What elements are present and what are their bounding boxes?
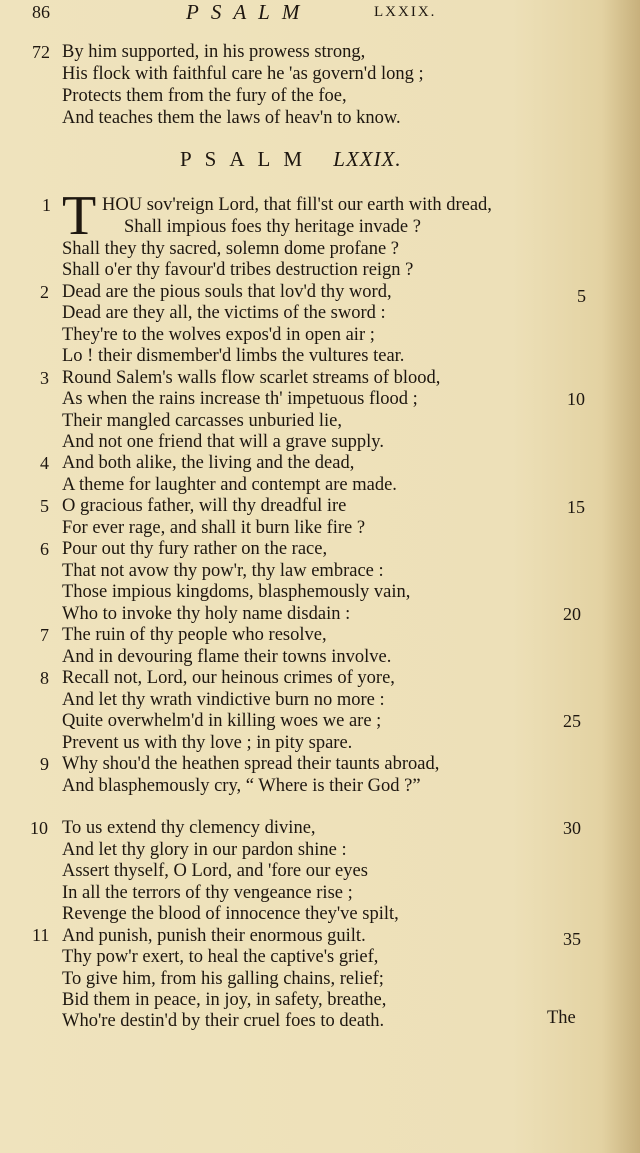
verse-line: By him supported, in his prowess strong, xyxy=(62,42,366,62)
verse-line: Bid them in peace, in joy, in safety, breathe, xyxy=(62,990,387,1010)
verse-line: Thy pow'r exert, to heal the captive's grief, xyxy=(62,947,379,967)
verse-number: 1 xyxy=(42,195,51,215)
running-numeral: LXXIX. xyxy=(374,4,437,20)
verse-line: Dead are they all, the victims of the sword : xyxy=(62,303,386,323)
verse-line: Lo ! their dismember'd limbs the vultures tear. xyxy=(62,346,405,366)
verse-line: Those impious kingdoms, blasphemously vain, xyxy=(62,582,411,602)
verse-line: Recall not, Lord, our heinous crimes of yore, xyxy=(62,668,395,688)
verse-line: Their mangled carcasses unburied lie, xyxy=(62,411,342,431)
line-number: 5 xyxy=(577,286,586,306)
verse-line: O gracious father, will thy dreadful ire xyxy=(62,496,347,516)
verse-line: As when the rains increase th' impetuous flood ; xyxy=(62,389,418,409)
verse-line: Assert thyself, O Lord, and 'fore our eyes xyxy=(62,861,368,881)
running-title: PSALM xyxy=(186,0,312,24)
verse-line: Shall impious foes thy heritage invade ? xyxy=(124,217,421,237)
verse-number: 11 xyxy=(32,925,50,945)
verse-line: Dead are the pious souls that lov'd thy word, xyxy=(62,282,392,302)
verse-line: And both alike, the living and the dead, xyxy=(62,453,355,473)
line-number: 30 xyxy=(563,818,581,838)
line-number: 25 xyxy=(563,711,581,731)
line-number: 35 xyxy=(563,929,581,949)
drop-cap: T xyxy=(62,185,97,247)
verse-line: Shall o'er thy favour'd tribes destruction reign ? xyxy=(62,260,414,280)
verse-number: 8 xyxy=(40,668,49,688)
verse-line: Why shou'd the heathen spread their taunts abroad, xyxy=(62,754,440,774)
verse-line: And blasphemously cry, “ Where is their God ?” xyxy=(62,776,421,796)
verse-number: 5 xyxy=(40,496,49,516)
verse-number: 72 xyxy=(32,42,50,62)
verse-line: Revenge the blood of innocence they've spilt, xyxy=(62,904,399,924)
verse-line: Who to invoke thy holy name disdain : xyxy=(62,604,351,624)
verse-line: Protects them from the fury of the foe, xyxy=(62,86,347,106)
verse-line: Round Salem's walls flow scarlet streams of blood, xyxy=(62,368,441,388)
verse-line: To us extend thy clemency divine, xyxy=(62,818,316,838)
verse-line: And in devouring flame their towns involve. xyxy=(62,647,392,667)
verse-number: 3 xyxy=(40,368,49,388)
verse-line: And let thy wrath vindictive burn no more : xyxy=(62,690,385,710)
psalm-title-numeral: LXXIX. xyxy=(333,147,402,171)
page-number: 86 xyxy=(32,2,50,22)
verse-number: 6 xyxy=(40,539,49,559)
verse-line: And let thy glory in our pardon shine : xyxy=(62,840,347,860)
first-line: HOU sov'reign Lord, that fill'st our earth with dread, xyxy=(102,195,492,215)
verse-line: And teaches them the laws of heav'n to know. xyxy=(62,108,401,128)
verse-number: 7 xyxy=(40,625,49,645)
verse-line: Shall they thy sacred, solemn dome profane ? xyxy=(62,239,400,259)
line-number: 10 xyxy=(567,389,585,409)
verse-number: 2 xyxy=(40,282,49,302)
verse-line: A theme for laughter and contempt are made. xyxy=(62,475,397,495)
verse-line: And punish, punish their enormous guilt. xyxy=(62,926,366,946)
line-number: 15 xyxy=(567,497,585,517)
verse-line: Pour out thy fury rather on the race, xyxy=(62,539,328,559)
psalm-title-word: PSALM xyxy=(180,147,316,171)
verse-line: To give him, from his galling chains, relief; xyxy=(62,969,384,989)
verse-number: 4 xyxy=(40,453,49,473)
verse-line: Quite overwhelm'd in killing woes we are ; xyxy=(62,711,382,731)
verse-line: In all the terrors of thy vengeance rise ; xyxy=(62,883,353,903)
verse-line: And not one friend that will a grave supply. xyxy=(62,432,384,452)
psalm-title xyxy=(180,147,402,172)
verse-number: 9 xyxy=(40,754,49,774)
catchword: The xyxy=(547,1008,576,1028)
verse-line: They're to the wolves expos'd in open air ; xyxy=(62,325,375,345)
verse-line: Prevent us with thy love ; in pity spare. xyxy=(62,733,353,753)
verse-line: For ever rage, and shall it burn like fire ? xyxy=(62,518,366,538)
verse-line: His flock with faithful care he 'as govern'd long ; xyxy=(62,64,424,84)
verse-line: That not avow thy pow'r, thy law embrace : xyxy=(62,561,384,581)
verse-line: The ruin of thy people who resolve, xyxy=(62,625,327,645)
verse-number: 10 xyxy=(30,818,48,838)
line-number: 20 xyxy=(563,604,581,624)
verse-line: Who're destin'd by their cruel foes to death. xyxy=(62,1011,385,1031)
